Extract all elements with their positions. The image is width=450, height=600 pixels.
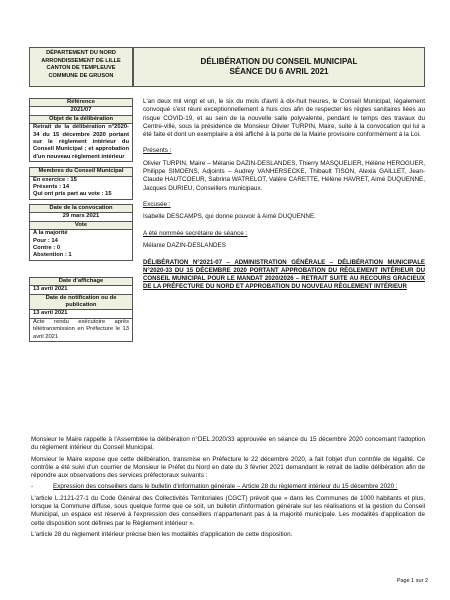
sidebar bbox=[29, 98, 133, 342]
body-paragraph-4: L'article 28 du règlement intérieur précise bien les modalités d'application de cette disposition. bbox=[31, 530, 293, 538]
vote-abstention: Abstention : 1 bbox=[33, 252, 72, 259]
intro-paragraph: L'an deux mil vingt et un, le six du mois d'avril à dix-huit heures, le Conseil Municipal, légalement convoqué s'est réuni exceptionnellement à huis clos afin de respecter les règles sanitaires liées au risque COVID-19, et au sein de la nouvelle salle polyvalente, pendant le temps des travaux du Centre-ville, sous la présidence de Monsieur Olivier TURPIN, Maire, suite à la convocation qui lui a été faite et dont un exemplaire a été affiché à la porte de la Mairie provisoire conformément à la Loi. bbox=[143, 98, 425, 139]
bullet-dash-icon: - bbox=[31, 483, 34, 491]
acte-executoire-text: Acte rendu exécutoire après télétransmission en Préfecture le 13 avril 2021 bbox=[29, 319, 133, 342]
arrondissement-line: ARRONDISSEMENT DE LILLE bbox=[41, 57, 121, 64]
vote-box bbox=[29, 230, 133, 261]
reference-label: Référence bbox=[29, 98, 133, 107]
vote-majorite: A la majorité bbox=[33, 230, 68, 237]
session-date: SÉANCE DU 6 AVRIL 2021 bbox=[229, 67, 329, 76]
presents-label: Présents : bbox=[143, 147, 172, 155]
membres-box bbox=[29, 177, 133, 200]
main-content bbox=[143, 98, 425, 291]
bullet-item bbox=[31, 483, 425, 491]
document-title: DÉLIBÉRATION DU CONSEIL MUNICIPAL bbox=[200, 57, 358, 66]
presents-text: Olivier TURPIN, Maire – Mélanie DAZIN-DESLANDES, Thierry MASQUELIER, Hélène HEROGUER, Philippe SIMOENS, Adjoints – Audrey VANHERSECKE, Thibault TISON, Alexia GAILLET, Jean-Claude HAUTCOEUR, Sabrina WATRELOT, Valère CARETTE, Hélène HAVRET, Aimé DUQUENNE, Jacques DURIEU, Conseillers municipaux. bbox=[143, 159, 425, 192]
excuse-label: Excusée : bbox=[143, 200, 171, 208]
notification-value: 13 avril 2021 bbox=[29, 310, 133, 318]
body-paragraph-2: Monsieur le Maire expose que cette délibération, transmise en Préfecture le 22 décembre 2020, a fait l'objet d'un contrôle de légalité. Ce contrôle a été suivi d'un courrier de Monsieur le Préfet du Nord en date du 3 février 2021 demandant le retrait de ladite délibération afin de répondre aux observations des services préfectoraux suivants : bbox=[31, 455, 425, 480]
membres-exercice: En exercice : 15 bbox=[33, 176, 77, 183]
membres-label: Membres du Conseil Municipal bbox=[29, 167, 133, 176]
excuse-text: Isabelle DESCAMPS, qui donne pouvoir à Aimé DUQUENNE. bbox=[143, 213, 316, 221]
objet-label: Objet de la délibération bbox=[29, 116, 133, 124]
department-line: DÉPARTEMENT DU NORD bbox=[46, 50, 116, 56]
membres-votants: Qui ont pris part au vote : 15 bbox=[33, 191, 112, 198]
document-title-box bbox=[133, 47, 425, 87]
secretaire-text: Mélanie DAZIN-DESLANDES bbox=[143, 241, 226, 249]
body-paragraph-1: Monsieur le Maire rappelle à l'Assemblée la délibération n°DEL.2020/33 approuvée en séance du 15 décembre 2020 concernant l'adoption du règlement intérieur du Conseil Municipal. bbox=[31, 436, 425, 452]
administrative-header bbox=[29, 47, 133, 87]
convocation-value: 29 mars 2021 bbox=[29, 213, 133, 221]
vote-pour: Pour : 14 bbox=[33, 237, 58, 244]
vote-label: Vote bbox=[29, 222, 133, 230]
affichage-value: 13 avril 2021 bbox=[29, 286, 133, 294]
deliberation-body bbox=[31, 436, 425, 539]
secretaire-label: A été nommée secrétaire de séance : bbox=[143, 229, 248, 237]
bullet-text: Expression des conseillers dans le bulletin d'information générale – Article 28 du règlement intérieur du 15 décembre 2020 : bbox=[53, 483, 398, 491]
commune-line: COMMUNE DE GRUSON bbox=[48, 72, 114, 79]
objet-text: Retrait de la délibération n°2020-34 du 15 décembre 2020 portant sur le règlement intérieur du Conseil Municipal ; et approbation d'un nouveau règlement intérieur bbox=[29, 124, 133, 162]
reference-value: 2021/07 bbox=[29, 107, 133, 115]
vote-contre: Contre : 0 bbox=[33, 244, 61, 251]
canton-line: CANTON DE TEMPLEUVE bbox=[46, 65, 116, 72]
page-number: Page 1 sur 2 bbox=[396, 578, 428, 584]
affichage-label: Date d'affichage bbox=[29, 277, 133, 286]
membres-presents: Présents : 14 bbox=[33, 184, 70, 191]
deliberation-title: DÉLIBÉRATION N°2021-07 – ADMINISTRATION GÉNÉRALE – DÉLIBÉRATION MUNICIPALE N°2020-33 DU 15 DÉCEMBRE 2020 PORTANT APPROBATION DU RÈGLEMENT INTÉRIEUR DU CONSEIL MUNICIPAL POUR LE MANDAT 2020/2026 – RETRAIT SUITE AU RECOURS GRACIEUX DE LA PRÉFECTURE DU NORD ET APPROBATION DU NOUVEAU RÈGLEMENT INTÉRIEUR bbox=[143, 259, 425, 291]
convocation-label: Date de la convocation bbox=[29, 204, 133, 213]
notification-label: Date de notification ou de publication bbox=[29, 295, 133, 311]
body-paragraph-3: L'article L.2121-27-1 du Code Général des Collectivités Territoriales (CGCT) prévoit que « dans les Communes de 1000 habitants et plus, lorsque la Commune diffuse, sous quelque forme que ce soit, un bulletin d'information générale sur les réalisations et la gestion du Conseil Municipal, un espace est réservé à l'expression des conseillers n'appartenant pas à la majorité municipale. Les modalités d'application de cette disposition sont définies par le Règlement intérieur ». bbox=[31, 494, 425, 527]
